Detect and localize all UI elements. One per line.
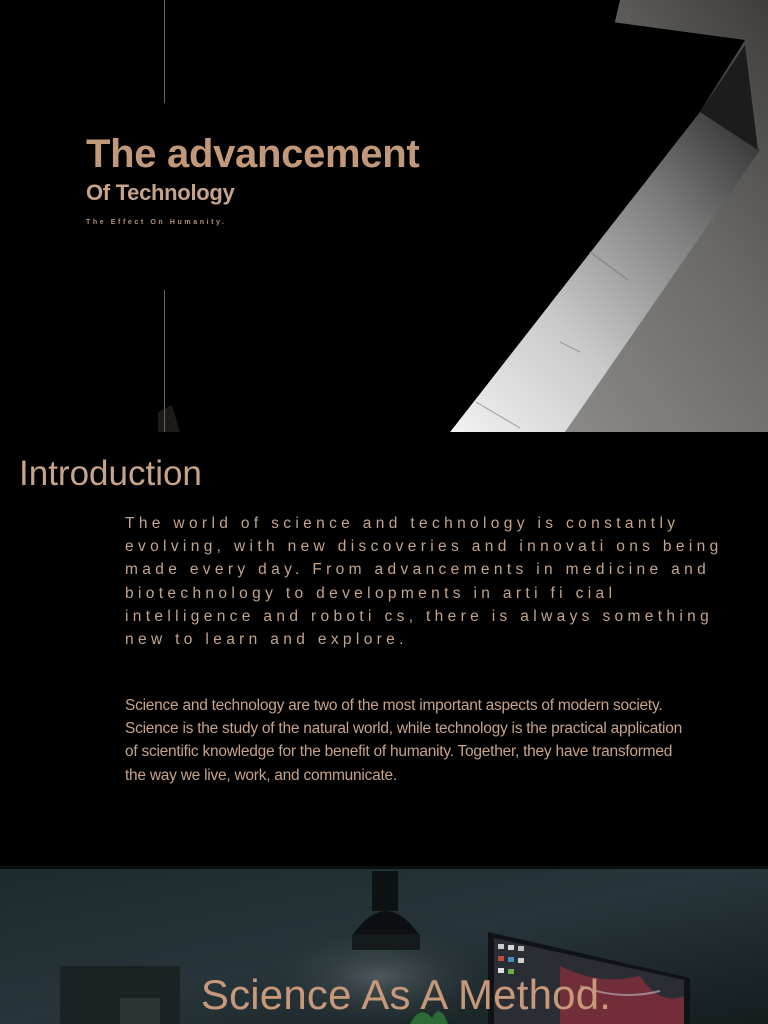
intro-paragraph-body: Science and technology are two of the most important aspects of modern society. Science is the study of the natural world, while technology is the practical application of scientific knowledge for the benefit of humanity. Together, they have transformed the way we live, work, and communicate.: [125, 697, 682, 784]
divider-line-bottom: [164, 290, 165, 432]
slide-title: The advancement: [86, 132, 420, 176]
introduction-heading: Introduction: [19, 454, 202, 493]
slide-subtitle: Of Technology: [86, 180, 235, 205]
introduction-slide: [0, 432, 768, 866]
science-method-slide: [0, 866, 768, 1024]
intro-paragraph-spaced: The world of science and technology is constantly evolving, with new discoveries and innovati ons being made every day. From advancements in medicine and biotechnology to developments in arti fi cial intelligence and roboti cs, there is always something new to learn and explore.: [125, 515, 723, 649]
laptop-photo: [0, 0, 768, 432]
title-slide: [0, 0, 768, 432]
science-method-heading: Science As A Method.: [200, 971, 612, 1018]
slide-tagline: The Effect On Humanity.: [86, 219, 227, 226]
divider-line-top: [164, 0, 165, 103]
